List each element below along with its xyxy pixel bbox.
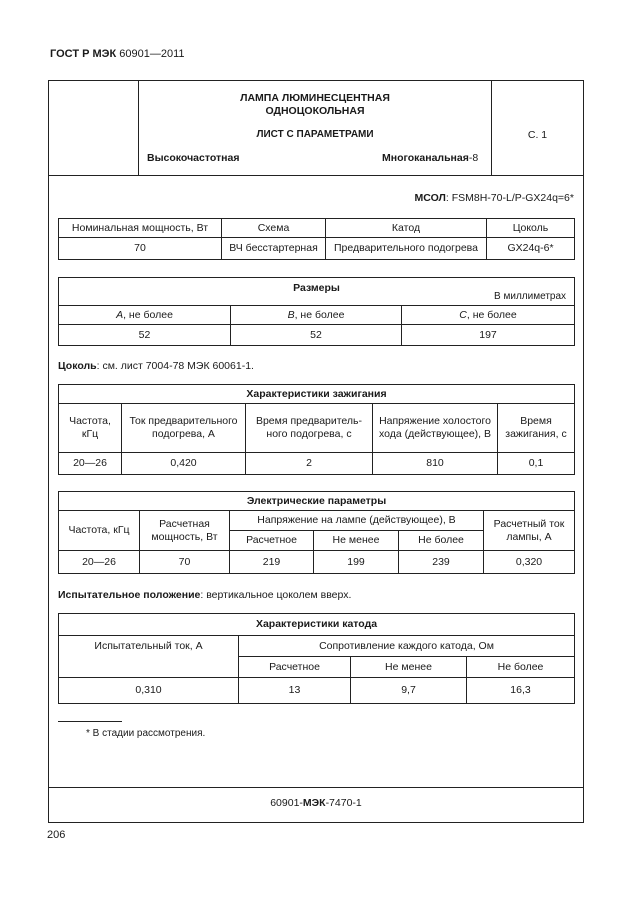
cell-scheme: ВЧ бесстартерная [222, 238, 326, 260]
electrical-title: Электрические параметры [59, 492, 575, 511]
header-cathode: Катод [326, 219, 487, 238]
header-dim-a: A, не более [59, 306, 231, 325]
header-el-volt-min: Не менее [314, 531, 399, 551]
right-tag: Многоканальная-8 [382, 152, 479, 164]
ignition-table [58, 384, 575, 475]
header-el-current: Расчетный ток лампы, А [484, 511, 575, 551]
cathode-title: Характеристики катода [59, 614, 575, 636]
cell-el-volt-rated: 219 [230, 551, 314, 574]
header-ign-time: Время зажигания, с [498, 404, 575, 453]
header-cat-test-current: Испытательный ток, А [59, 636, 239, 678]
test-position-note: Испытательное положение: вертикальное цоколем вверх. [58, 589, 352, 601]
cell-el-volt-max: 239 [399, 551, 484, 574]
base-note: Цоколь: см. лист 7004-78 МЭК 60061-1. [58, 360, 254, 372]
cell-el-power: 70 [140, 551, 230, 574]
cell-ign-preheat-current: 0,420 [122, 453, 246, 475]
cell-ign-freq: 20—26 [59, 453, 122, 475]
dimensions-unit: В миллиметрах [494, 291, 567, 302]
cell-ign-time: 0,1 [498, 453, 575, 475]
cell-cat-min: 9,7 [351, 678, 467, 704]
cell-power: 70 [59, 238, 222, 260]
header-ign-preheat-current: Ток предварительного подогрева, А [122, 404, 246, 453]
left-tag: Высокочастотная [147, 152, 240, 164]
header-dim-b: B, не более [231, 306, 402, 325]
header-el-power: Расчетная мощность, Вт [140, 511, 230, 551]
dimensions-title: Размеры [293, 282, 340, 294]
cell-ign-ocv: 810 [373, 453, 498, 475]
header-cat-min: Не менее [351, 657, 467, 678]
header-el-volt-max: Не более [399, 531, 484, 551]
cell-el-volt-min: 199 [314, 551, 399, 574]
footnote-rule [58, 721, 122, 722]
cell-cathode: Предварительного подогрева [326, 238, 487, 260]
mcol-designation: МСОЛ: FSM8H-70-L/P-GX24q=6* [414, 192, 574, 204]
header-cat-rated: Расчетное [239, 657, 351, 678]
page-number: 206 [47, 829, 66, 841]
ignition-title: Характеристики зажигания [59, 385, 575, 404]
footnote: * В стадии рассмотрения. [86, 728, 206, 739]
cell-base: GX24q-6* [487, 238, 575, 260]
dimensions-title-cell [59, 278, 575, 306]
cell-el-current: 0,320 [484, 551, 575, 574]
sheet-subtitle: ЛИСТ С ПАРАМЕТРАМИ [256, 129, 374, 140]
header-el-voltage: Напряжение на лампе (действующее), В [230, 511, 484, 531]
cell-cat-max: 16,3 [467, 678, 575, 704]
cell-cat-test-current: 0,310 [59, 678, 239, 704]
header-scheme: Схема [222, 219, 326, 238]
header-cat-max: Не более [467, 657, 575, 678]
header-ign-ocv: Напряжение холостого хода (действующее), В [373, 404, 498, 453]
header-cat-resistance: Сопротивление каждого катода, Ом [239, 636, 575, 657]
cell-dim-b: 52 [231, 325, 402, 346]
cell-dim-a: 52 [59, 325, 231, 346]
header-el-freq: Частота, кГц [59, 511, 140, 551]
cathode-table [58, 613, 575, 704]
sheet-number: С. 1 [527, 129, 548, 141]
header-base: Цоколь [487, 219, 575, 238]
sheet-title: ЛАМПА ЛЮМИНЕСЦЕНТНАЯ ОДНОЦОКОЛЬНАЯ [240, 92, 390, 117]
header-dim-c: C, не более [402, 306, 575, 325]
standard-designation: ГОСТ Р МЭК 60901—2011 [50, 48, 185, 60]
header-ign-freq: Частота, кГц [59, 404, 122, 453]
cell-ign-preheat-time: 2 [246, 453, 373, 475]
dimensions-table [58, 277, 575, 346]
cell-el-freq: 20—26 [59, 551, 140, 574]
cell-cat-rated: 13 [239, 678, 351, 704]
main-params-table [58, 218, 575, 260]
sheet-code: 60901-МЭК-7470-1 [270, 797, 362, 809]
header-ign-preheat-time: Время предваритель-ного подогрева, с [246, 404, 373, 453]
header-el-volt-rated: Расчетное [230, 531, 314, 551]
electrical-table [58, 491, 575, 574]
header-power: Номинальная мощность, Вт [59, 219, 222, 238]
cell-dim-c: 197 [402, 325, 575, 346]
